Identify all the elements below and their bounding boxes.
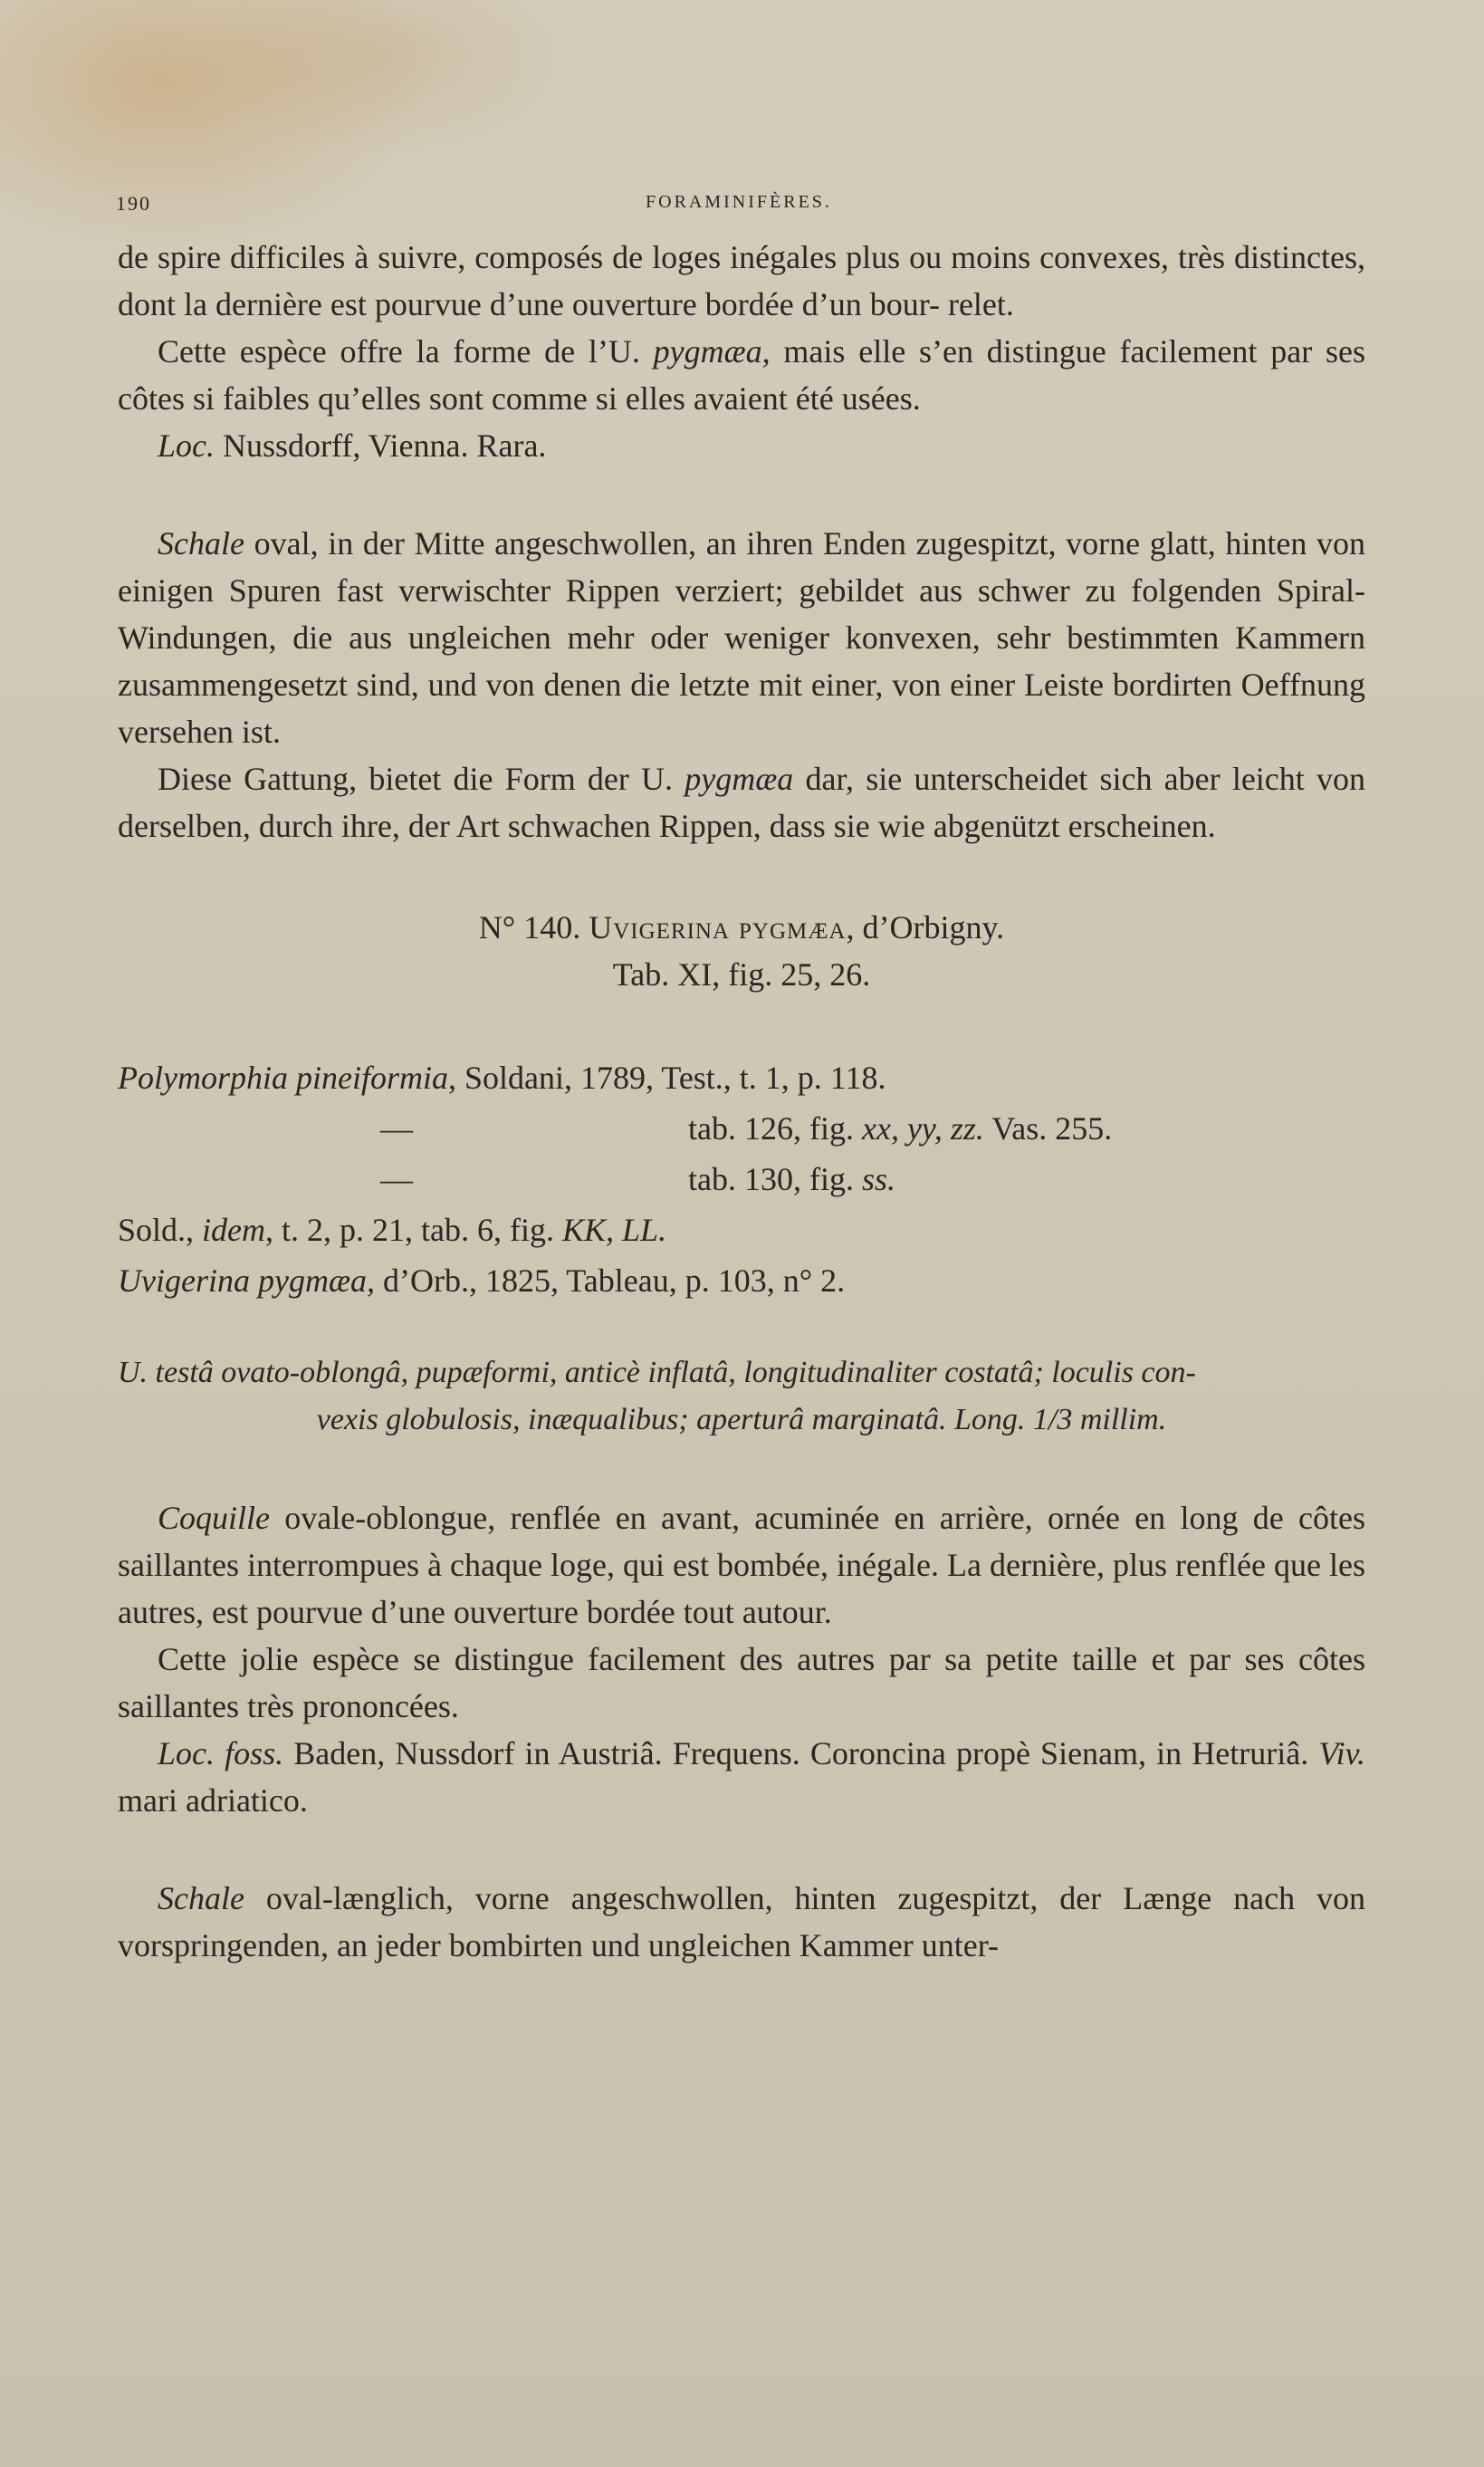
- species-name: pygmæa: [685, 761, 794, 797]
- plate-reference: Tab. XI, fig. 25, 26.: [612, 956, 871, 993]
- species-name: pygmæa,: [653, 333, 771, 370]
- synonymy-entry: [118, 1255, 1365, 1306]
- text-run: dar, sie unterscheidet sich aber leicht von derselben, durch ihre, der Art schwachen Rippen, dass sie wie abgenützt erscheinen.: [118, 761, 1365, 844]
- text-run: Diese Gattung, bietet die Form der U.: [158, 761, 685, 797]
- text-run: Sold.,: [118, 1212, 203, 1248]
- locality-line: [118, 422, 1365, 469]
- text-run: ovale-oblongue, renflée en avant, acuminée en arrière, ornée en long de côtes saillantes interrompues à chaque loge, qui est bombée, inégale. La dernière, plus renflée que les autres, est pourvue d’une ouverture bordée tout autour.: [118, 1500, 1365, 1630]
- text-run: tab. 126, fig.: [688, 1110, 862, 1147]
- text-run: oval, in der Mitte angeschwollen, an ihren Enden zugespitzt, vorne glatt, hinten von einigen Spuren fast verwischter Rippen verziert; gebildet aus schwer zu folgenden Spiral-Windungen, die aus ungleichen mehr oder weniger konvexen, sehr bestimmten Kammern zusammengesetzt sind, und von denen die letzte mit einer, von einer Leiste bordirten Oeffnung versehen ist.: [118, 525, 1365, 750]
- text-line: de spire difficiles à suivre, composés de loges inégales plus ou moins convexes,: [118, 239, 1170, 275]
- term-schale: Schale: [158, 1880, 244, 1916]
- text-run: , t. 2, p. 21, tab. 6, fig.: [265, 1212, 562, 1248]
- synonym-citation: d’Orb., 1825, Tableau, p. 103, n° 2.: [374, 1262, 846, 1299]
- french-description-paragraph: [118, 1494, 1365, 1636]
- locality-label: Loc.: [158, 427, 215, 464]
- synonymy-entry: [118, 1205, 1365, 1255]
- term-schale: Schale: [158, 525, 244, 562]
- german-comparison-paragraph: [118, 755, 1365, 850]
- french-description-continued: [118, 234, 1365, 328]
- synonym-name: Uvigerina pygmæa,: [118, 1262, 375, 1299]
- text-run: Vas. 255.: [983, 1110, 1113, 1147]
- living-label: Viv.: [1318, 1735, 1365, 1771]
- locality-text: mari adriatico.: [118, 1782, 308, 1819]
- german-description-paragraph: [118, 1875, 1365, 1969]
- text-run: Cette espèce offre la forme de l’U.: [158, 333, 654, 370]
- synonymy-entry: [118, 1154, 1365, 1205]
- text-line: relet.: [947, 286, 1014, 322]
- synonym-citation: [688, 1154, 895, 1205]
- text-line: très distinctes, dont la dernière est pourvue d’une ouverture bordée d’un bour-: [118, 239, 1365, 322]
- text-run: tab. 130, fig.: [688, 1161, 862, 1197]
- figure-labels: ss.: [861, 1161, 896, 1197]
- locality-line: [118, 1730, 1365, 1824]
- diagnosis-line: vexis globulosis, inæqualibus; aperturâ marginatâ. Long. 1/3 millim.: [316, 1403, 1167, 1436]
- text-run: oval-længlich, vorne angeschwollen, hinten zugespitzt, der Længe nach von vorspringenden, an jeder bombirten und ungleichen Kammer unter-: [118, 1880, 1365, 1963]
- figure-labels: KK, LL.: [562, 1212, 667, 1248]
- german-description-paragraph: [118, 520, 1365, 755]
- synonym-citation: , Soldani, 1789, Test., t. 1, p. 118.: [447, 1060, 886, 1096]
- synonym-citation: [688, 1103, 1112, 1154]
- synonymy-list: [118, 1052, 1365, 1306]
- figure-labels: xx, yy, zz.: [861, 1110, 984, 1147]
- ditto-dash: —: [380, 1110, 413, 1147]
- french-comparison-paragraph: Cette jolie espèce se distingue facilement des autres par sa petite taille et par ses côtes saillantes très prononcées.: [118, 1641, 1365, 1724]
- synonym-name: Polymorphia pineiformia: [118, 1060, 448, 1096]
- latin-diagnosis: [118, 1349, 1365, 1444]
- term-coquille: Coquille: [158, 1500, 270, 1536]
- species-number: N° 140.: [478, 909, 589, 946]
- french-comparison-paragraph: [118, 328, 1365, 422]
- ditto-dash: —: [380, 1161, 413, 1197]
- page-body: [118, 234, 1365, 1969]
- running-title: FORAMINIFÈRES.: [646, 192, 832, 212]
- text-run: mais elle s’en distingue facilement par ses côtes si faibles qu’elles sont comme si elles avaient été usées.: [118, 333, 1365, 417]
- locality-label: Loc. foss.: [158, 1735, 284, 1771]
- synonymy-entry: [118, 1052, 1365, 1103]
- diagnosis-line: U. testâ ovato-oblongâ, pupæformi, anticè inflatâ, longitudinaliter costatâ; loculis con-: [118, 1356, 1196, 1389]
- locality-text: Nussdorff, Vienna. Rara.: [215, 427, 547, 464]
- synonymy-entry: [118, 1103, 1365, 1154]
- species-heading: [118, 904, 1365, 951]
- species-title: Uvigerina pygmæa: [589, 909, 847, 946]
- locality-text: Baden, Nussdorf in Austriâ. Frequens. Coroncina propè Sienam, in Hetruriâ.: [283, 1735, 1319, 1771]
- page-number: 190: [116, 192, 151, 215]
- idem: idem: [202, 1212, 266, 1248]
- species-author: , d’Orbigny.: [846, 909, 1005, 946]
